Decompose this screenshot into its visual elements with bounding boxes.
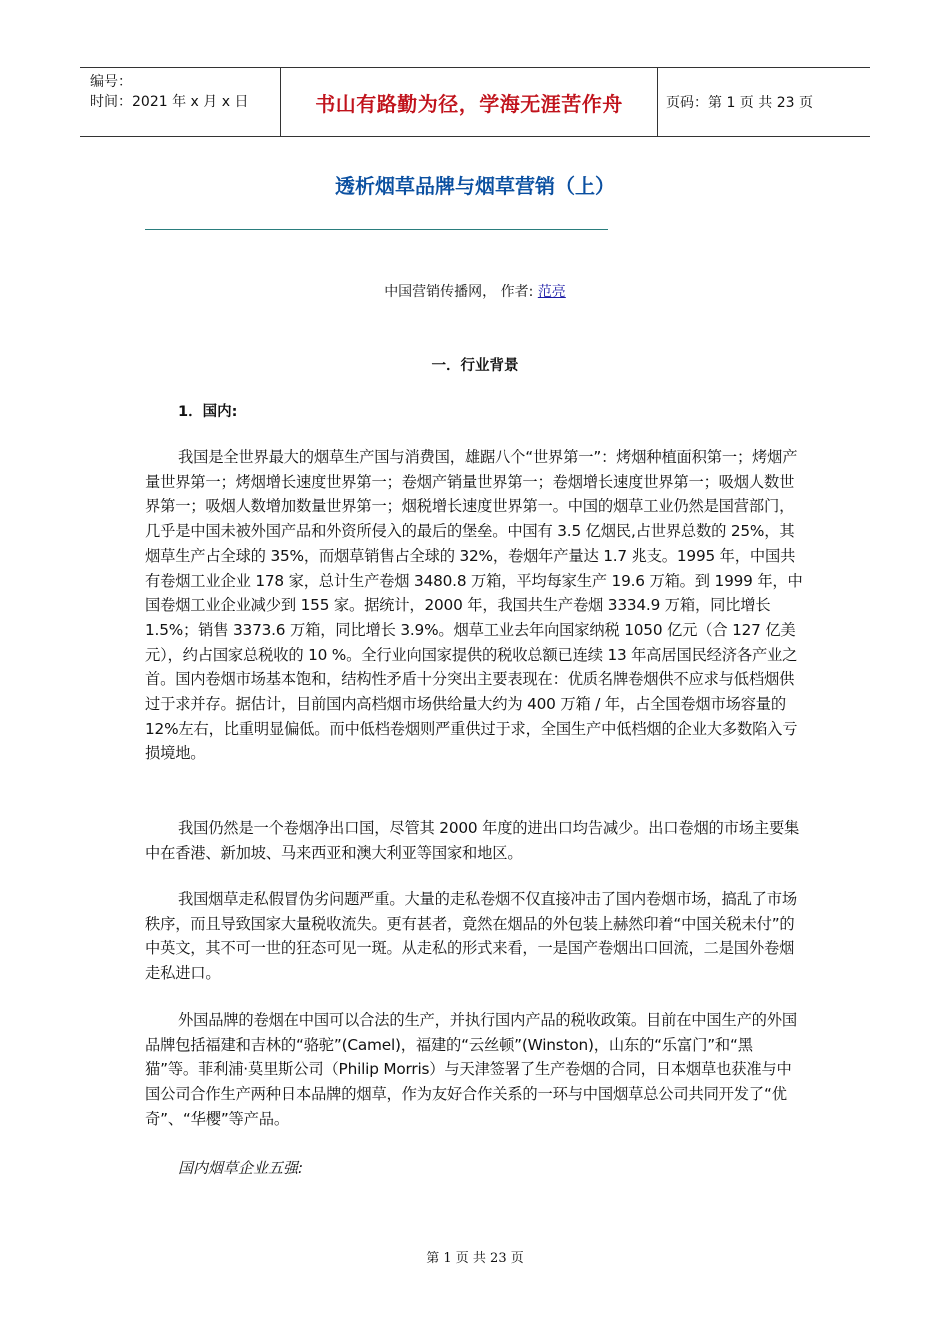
paragraph: 我国仍然是一个卷烟净出口国，尽管其 2000 年度的进出口均告减少。出口卷烟的市场主要集中在香港、新加坡、马来西亚和澳大利亚等国家和地区。 — [145, 819, 800, 862]
paragraph: 我国烟草走私假冒伪劣问题严重。大量的走私卷烟不仅直接冲击了国内卷烟市场，搞乱了市场秩序，而且导致国家大量税收流失。更有甚者，竟然在烟品的外包装上赫然印着“中国关税未付”的中英文，其不可一世的狂态可见一斑。从走私的形式来看，一是国产卷烟出口回流，二是国外卷烟走私进口。 — [145, 890, 797, 983]
time-label: 时间：2021 年 x 月 x 日 — [90, 94, 249, 110]
header-page-info: 页码：第 1 页 共 23 页 — [666, 95, 813, 111]
title-divider — [145, 229, 608, 230]
header-motto: 书山有路勤为径，学海无涯苦作舟 — [281, 68, 658, 136]
paragraph: 我国是全世界最大的烟草生产国与消费国，雄踞八个“世界第一”：烤烟种植面积第一；烤烟产量世界第一；烤烟增长速度世界第一；卷烟产销量世界第一；卷烟增长速度世界第一；吸烟人数世界第一；吸烟人数增加数量世界第一；烟税增长速度世界第一。中国的烟草工业仍然是国营部门，几乎是中国未被外国产品和外资所侵入的最后的堡垒。中国有 3.5 亿烟民,占世界总数的 25%，其烟草生产占全球的 35%，而烟草销售占全球的 32%，卷烟年产量达 1.7 兆支。1995 年，中国共有卷烟工业企业 178 家，总计生产卷烟 3480.8 万箱，平均每家生产 19.6 万箱。到 1999 年，中国卷烟工业企业减少到 155 家。据统计，2000 年，我国共生产卷烟 3334.9 万箱，同比增长 1.5%；销售 3373.6 万箱，同比增长 3.9%。烟草工业去年向国家纳税 1050 亿元（合 127 亿美元），约占国家总税收的 10 %。全行业向国家提供的税收总额已连续 13 年高居国民经济各产业之首。国内卷烟市场基本饱和，结构性矛盾十分突出主要表现在：优质名牌卷烟供不应求与低档烟供过于求并存。据估计，目前国内高档烟市场供给量大约为 400 万箱 / 年，占全国卷烟市场容量的 12%左右，比重明显偏低。而中低档卷烟则严重供过于求，全国生产中低档烟的企业大多数陷入亏损境地。 — [145, 448, 803, 763]
italic-heading: 国内烟草企业五强: — [178, 1159, 304, 1177]
source-prefix: 中国营销传播网， 作者: — [384, 284, 538, 300]
number-label: 编号： — [90, 74, 132, 90]
author-link[interactable]: 范亮 — [537, 284, 566, 300]
document-header — [80, 67, 870, 137]
article-source — [0, 281, 950, 301]
paragraph: 外国品牌的卷烟在中国可以合法的生产，并执行国内产品的税收政策。目前在中国生产的外国品牌包括福建和吉林的“骆驼”(Camel)，福建的“云丝顿”(Winston)，山东的“乐富门”和“黑猫”等。菲利浦·莫里斯公司（Philip Morris）与天津签署了生产卷烟的合同，日本烟草也获准与中国公司合作生产两种日本品牌的烟草，作为友好合作关系的一环与中国烟草总公司共同开发了“优奇”、“华樱”等产品。 — [145, 1011, 797, 1128]
page-footer: 第 1 页 共 23 页 — [426, 1251, 524, 1266]
section-heading: 一．行业背景 — [431, 358, 519, 374]
header-meta — [80, 68, 281, 136]
subsection-heading: 1．国内: — [178, 404, 238, 420]
article-title: 透析烟草品牌与烟草营销（上） — [335, 174, 615, 198]
